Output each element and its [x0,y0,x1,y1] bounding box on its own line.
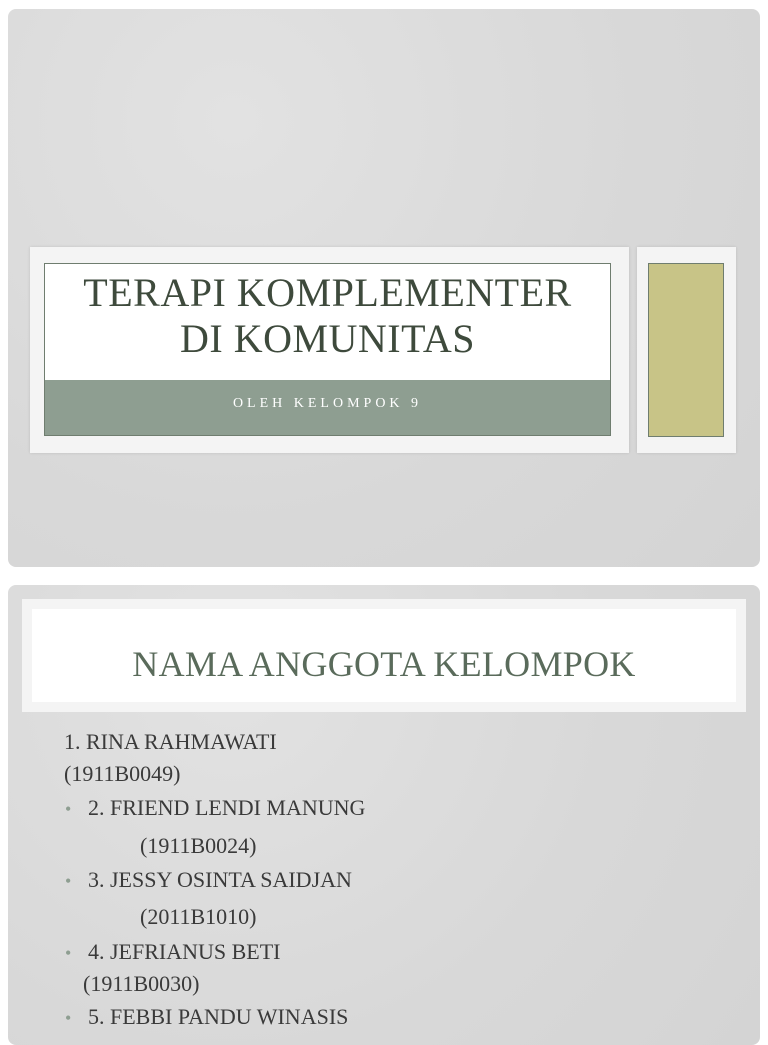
slide-subtitle: OLEH KELOMPOK 9 [232,396,423,411]
slide-members [8,585,760,1045]
member-2-id: (1911B0024) [140,833,257,858]
slide-title-text [45,270,610,362]
title-line-2: DI KOMUNITAS [179,316,475,361]
bullet-icon: • [65,943,72,963]
member-1-id: (1911B0049) [64,761,181,786]
accent-box [648,263,724,437]
heading-card [22,599,746,712]
member-5-name: 5. FEBBI PANDU WINASIS [88,1004,349,1029]
member-1-name: 1. RINA RAHMAWATI [64,729,277,754]
slide-title [8,9,760,567]
accent-card [637,247,736,453]
bullet-icon: • [65,799,72,819]
member-3-name: 3. JESSY OSINTA SAIDJAN [88,867,352,892]
member-2-name: 2. FRIEND LENDI MANUNG [88,795,366,820]
slide-heading: NAMA ANGGOTA KELOMPOK [132,644,636,684]
title-line-1: TERAPI KOMPLEMENTER [83,270,572,315]
heading-box [32,609,736,702]
member-4-name: 4. JEFRIANUS BETI [88,939,281,964]
bullet-icon: • [65,1008,72,1028]
member-3-id: (2011B1010) [140,904,257,929]
title-box [44,263,611,436]
title-card [30,247,629,453]
subtitle-band [45,380,610,435]
bullet-icon: • [65,871,72,891]
member-4-id: (1911B0030) [83,971,200,996]
